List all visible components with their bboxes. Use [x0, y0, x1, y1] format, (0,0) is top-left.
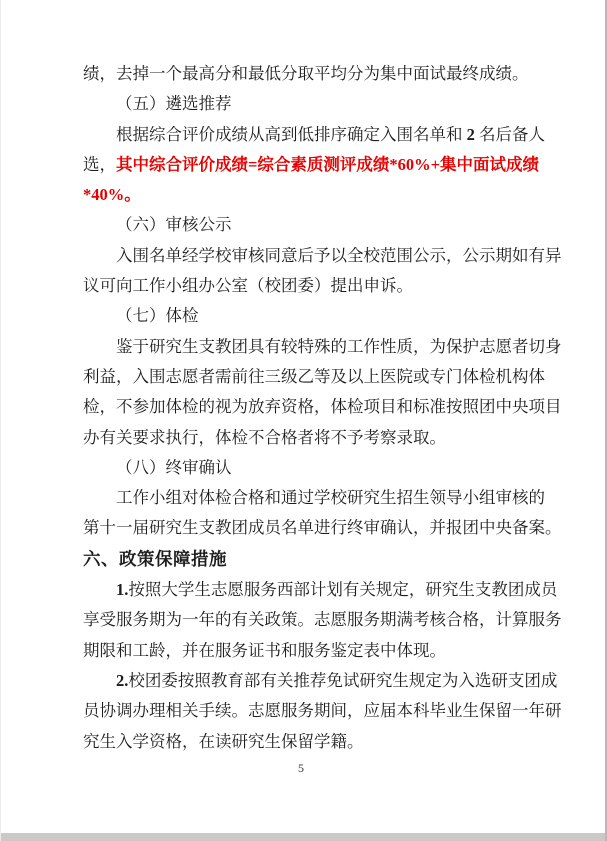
text-line [83, 453, 553, 483]
text-line [83, 59, 553, 89]
body-text: 校团委按照教育部有关推荐免试研究生规定为入选研支团成 [128, 670, 558, 690]
text-line [83, 362, 553, 392]
body-text: 绩，去掉一个最高分和最低分取平均分为集中面试最终成绩。 [83, 64, 529, 83]
body-text: 2. [116, 670, 129, 690]
body-text: 名后备人 [474, 124, 545, 144]
text-block [83, 59, 562, 757]
body-text: （六）审核公示 [116, 215, 232, 235]
text-line [83, 392, 562, 422]
section-heading: 六、政策保障措施 [83, 548, 227, 569]
body-text: （七）体检 [116, 306, 199, 326]
body-text: 1. [116, 580, 129, 600]
body-text: 工作小组对体检合格和通过学校研究生招生领导小组审核的 [116, 488, 545, 508]
body-text: 第十一届研究生支教团成员名单进行终审确认，并报团中央备案。 [83, 518, 562, 538]
text-line [83, 696, 562, 726]
section-heading-line [83, 544, 553, 575]
body-text: 2 [466, 124, 475, 144]
page-bottom-edge [1, 833, 605, 841]
body-text: 员协调办理相关手续。志愿服务期间，应届本科毕业生保留一年研 [83, 701, 562, 721]
body-text: 究生入学资格，在读研究生保留学籍。 [83, 731, 364, 751]
text-line [83, 513, 562, 543]
body-text: 利益，入围志愿者需前往三级乙等及以上医院或专门体检机构体 [83, 366, 545, 386]
body-text: 入围名单经学校审核同意后予以全校范围公示，公示期如有异 [116, 245, 562, 265]
text-line [83, 301, 553, 331]
text-line [83, 423, 553, 453]
text-line [83, 636, 553, 666]
body-text: 选， [83, 154, 116, 174]
body-text: 期限和工龄，并在服务证书和服务鉴定表中体现。 [83, 640, 446, 660]
body-text: 办有关要求执行，体检不合格者将不予考察录取。 [83, 427, 446, 447]
text-line [83, 210, 553, 240]
body-text: 享受服务期为一年的有关政策。志愿服务期满考核合格，计算服务 [83, 610, 562, 630]
text-line [83, 241, 562, 271]
red-emphasis-text: 其中综合评价成绩=综合素质测评成绩*60%+集中面试成绩 [116, 154, 540, 174]
text-line [83, 150, 553, 180]
body-text: 根据综合评价成绩从高到低排序确定入围名单和 [116, 124, 467, 144]
red-emphasis-text: *40%。 [83, 185, 141, 205]
text-line [83, 727, 553, 757]
text-line [83, 666, 558, 696]
text-line [83, 120, 553, 150]
text-line [83, 332, 562, 362]
body-text: 鉴于研究生支教团具有较特殊的工作性质，为保护志愿者切身 [116, 336, 562, 356]
body-text: （八）终审确认 [116, 457, 232, 477]
body-text: （五）遴选推荐 [116, 94, 232, 114]
text-line [83, 605, 562, 635]
page-number: 5 [298, 761, 304, 775]
text-line [83, 575, 558, 605]
body-text: 检，不参加体检的视为放弃资格，体检项目和标准按照团中央项目 [83, 397, 562, 417]
text-line [83, 180, 553, 210]
body-text: 议可向工作小组办公室（校团委）提出申诉。 [83, 276, 413, 296]
text-line [83, 271, 553, 301]
text-line [83, 483, 553, 513]
body-text: 按照大学生志愿服务西部计划有关规定，研究生支教团成员 [128, 580, 558, 600]
text-line [83, 89, 553, 119]
